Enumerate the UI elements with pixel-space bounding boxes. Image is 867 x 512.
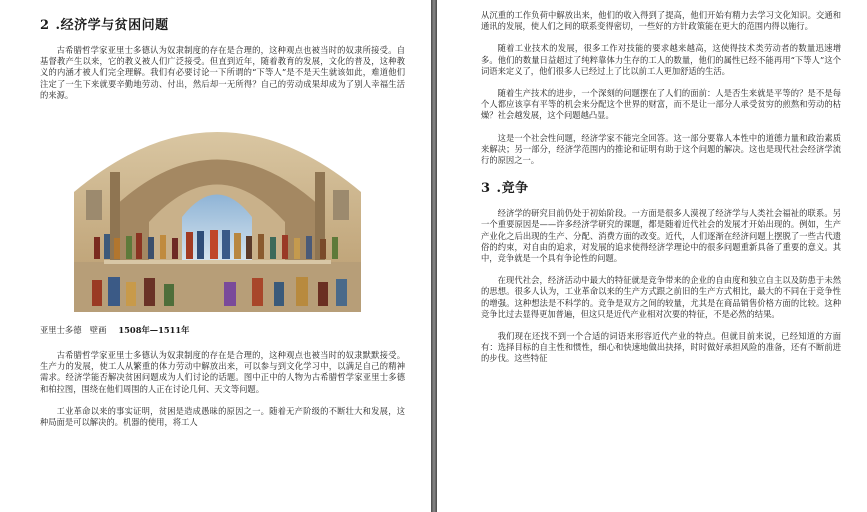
paragraph: 随着生产技术的进步，一个深刻的问题摆在了人们的面前：人是否生来就是平等的？是不是每个人都应该享有平等的机会来分配这个世界的财富，而不是让一部分人承受贫穷的煎熬和劳动的枯燥？社会越发展，这个问题越凸显。 xyxy=(481,88,841,121)
section-title: 经济学与贫困问题 xyxy=(60,18,169,33)
school-of-athens-fresco xyxy=(74,112,361,312)
section-heading: 3 .竞争 xyxy=(481,181,529,197)
paragraph: 在现代社会，经济活动中最大的特征就是竞争带来的企业的自由度和独立自主以及防患于未然的思想。很多人认为，工业革命以来的生产方式跟之前旧的生产方式相比，最大的不同在于竞争性的增强。这种想法是不科学的。竞争是双方之间的较量，尤其是在商品销售价格方面的比较。这种竞争比过去显得更加普遍，但这只是近代产业相对次要的特征，不是必然的结果。 xyxy=(481,275,841,319)
paragraph: 这是一个社会性问题，经济学家不能完全回答。这一部分要靠人本性中的道德力量和政治素质来解决；另一部分，经济学范围内的推论和证明有助于这个问题的解决。这也是现代社会经济学流行的原因之一。 xyxy=(481,132,841,166)
paragraph: 经济学的研究目前仍处于初始阶段。一方面是很多人漠视了经济学与人类社会福祉的联系。另一个重要原因是——许多经济学研究的课题，都是随着近代社会的发展才开始出现的。例如，生产产业化之后出现的生产、分配、消费方面的改变。近代，人们逐渐在经济问题上摆脱了一些古代遗俗的约束，对自由的追求，对发展的追求使得经济学理论中的很多问题重新具备了重要的意义。其中，竞争就是一个具有争论性的问题。 xyxy=(481,208,841,264)
caption-date: 1508年—1511年 xyxy=(118,325,190,336)
paragraph: 工业革命以来的事实证明，贫困是造成愚昧的原因之一。随着无产阶级的不断壮大和发展，这种局面是可以解决的。机器的使用，将工人 xyxy=(40,405,405,428)
right-page xyxy=(437,0,867,512)
section-heading: 2 .经济学与贫困问题 xyxy=(40,18,169,33)
fresco-illustration xyxy=(74,112,361,312)
paragraph: 从沉重的工作负荷中解放出来，他们的收入得到了提高，他们开始有精力去学习文化知识。交通和通讯的发展，使人们之间的联系变得密切，一些好的方针政策能在更大的范围内得以施行。 xyxy=(481,10,841,32)
paragraph: 古希腊哲学家亚里士多德认为奴隶制度的存在是合理的，这种观点也被当时的奴隶默默接受。生产力的发展，使工人从繁重的体力劳动中解放出来，可以参与到文化学习中，以满足自己的精神需求。经济学能否解决贫困问题成为人们讨论的话题。图中正中的人物为古希腊哲学家亚里士多德和柏拉图，围绕在他们周围的人正在讨论几何、天文等问题。 xyxy=(40,350,405,394)
paragraph: 随着工业技术的发展，很多工作对技能的要求越来越高，这使得技术类劳动者的数量迅速增多。他们的数量日益超过了纯粹靠体力生存的工人的数量，他们的属性已经不能再用“下等人”这个词语来定义了，他们很多人已经过上了比以前工人更加舒适的生活。 xyxy=(481,43,841,76)
figure-caption xyxy=(40,324,405,336)
left-page xyxy=(0,0,431,512)
paragraph: 我们现在还找不到一个合适的词语来形容近代产业的特点。但就目前来说，已经知道的方面有：选择目标的自主性和惯性，细心和快速地做出抉择，时时做好承担风险的准备，还有不断前进的步伐。这些特征 xyxy=(481,331,841,364)
section-title: 竞争 xyxy=(501,181,529,197)
section-number: 2 xyxy=(40,18,50,33)
paragraph: 古希腊哲学家亚里士多德认为奴隶制度的存在是合理的，这种观点也被当时的奴隶所接受。自基督教产生以来，它的教义被人们广泛接受。但直到近年，随着教育的发展，文化的普及，这种教义的内涵才被人们完全理解。我们有必要讨论一下所谓的“下等人”是不是天生就该如此，难道他们注定了一生下来就要辛勤地劳动、付出，然后却一无所得？自己的劳动成果却成为了别人幸福生活的来源。 xyxy=(40,45,405,100)
caption-label: 亚里士多德 壁画 xyxy=(40,325,107,336)
section-number: 3 xyxy=(481,181,491,197)
